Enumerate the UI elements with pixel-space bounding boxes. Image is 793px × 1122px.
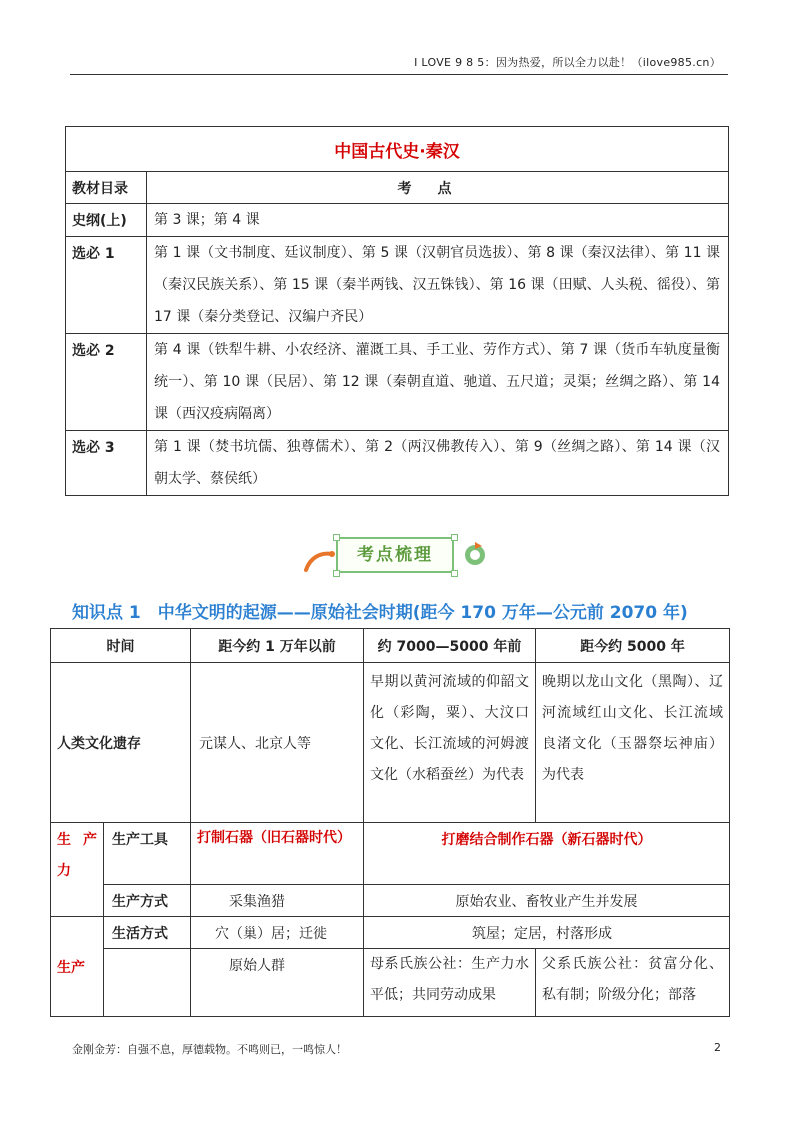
productivity-label: 生产力 xyxy=(51,823,104,917)
syllabus-title: 中国古代史·秦汉 xyxy=(66,127,729,172)
header-time: 时间 xyxy=(51,629,191,663)
origin-table xyxy=(50,628,730,1017)
row-label-xuanbi3: 选必 3 xyxy=(66,431,147,496)
header-divider xyxy=(70,74,728,75)
heritage-label: 人类文化遗存 xyxy=(51,663,191,823)
row-content-xuanbi2: 第 4 课（铁犁牛耕、小农经济、灌溉工具、手工业、劳作方式）、第 7 课（货币车轨度量衡统一）、第 10 课（民居）、第 12 课（秦朝直道、驰道、五尺道；灵渠；丝绸之路）、第 14 课（西汉疫病隔离） xyxy=(147,334,729,431)
footer-motto: 金刚金芳：自强不息，厚德载物。不鸣则已，一鸣惊人！ xyxy=(72,1043,347,1056)
page-number: 2 xyxy=(714,1041,721,1054)
life-period-23: 筑屋；定居，村落形成 xyxy=(364,917,730,949)
row-label-xuanbi1: 选必 1 xyxy=(66,237,147,334)
col-header-catalog: 教材目录 xyxy=(66,172,147,204)
syllabus-table xyxy=(65,126,729,496)
society-label-empty xyxy=(104,949,191,1017)
banner-label: 考点梳理 xyxy=(336,537,454,573)
header-period-1: 距今约 1 万年以前 xyxy=(191,629,364,663)
col-header-points: 考点 xyxy=(147,172,729,204)
tools-period-1: 打制石器（旧石器时代） xyxy=(191,823,364,885)
row-content-xuanbi1: 第 1 课（文书制度、廷议制度）、第 5 课（汉朝官员选拔）、第 8 课（秦汉法律）、第 11 课（秦汉民族关系）、第 15 课（秦半两钱、汉五铢钱）、第 16 课（田赋、人头税、徭役）、第 17 课（秦分类登记、汉编户齐民） xyxy=(147,237,729,334)
row-content-gangyao: 第 3 课；第 4 课 xyxy=(147,204,729,237)
life-label: 生活方式 xyxy=(104,917,191,949)
row-label-gangyao: 史纲(上) xyxy=(66,204,147,237)
row-label-xuanbi2: 选必 2 xyxy=(66,334,147,431)
society-period-3: 父系氏族公社：贫富分化、私有制；阶级分化；部落 xyxy=(536,949,730,1017)
tools-label: 生产工具 xyxy=(104,823,191,885)
row-content-xuanbi3: 第 1 课（焚书坑儒、独尊儒术）、第 2（两汉佛教传入）、第 9（丝绸之路）、第 14 课（汉朝太学、蔡侯纸） xyxy=(147,431,729,496)
heritage-period-3: 晚期以龙山文化（黑陶）、辽河流域红山文化、长江流域良渚文化（玉器祭坛神庙）为代表 xyxy=(536,663,730,823)
society-period-2: 母系氏族公社：生产力水平低；共同劳动成果 xyxy=(364,949,536,1017)
section-title: 知识点 1 中华文明的起源——原始社会时期(距今 170 万年—公元前 2070 年) xyxy=(72,603,688,623)
header-period-3: 距今约 5000 年 xyxy=(536,629,730,663)
mode-period-23: 原始农业、畜牧业产生并发展 xyxy=(364,885,730,917)
header-period-2: 约 7000—5000 年前 xyxy=(364,629,536,663)
relations-label: 生产 xyxy=(51,917,104,1017)
circle-arrow-icon xyxy=(460,540,490,570)
mode-period-1: 采集渔猎 xyxy=(191,885,364,917)
mode-label: 生产方式 xyxy=(104,885,191,917)
society-period-1: 原始人群 xyxy=(191,949,364,1017)
heritage-period-1: 元谋人、北京人等 xyxy=(191,663,364,823)
tools-period-23: 打磨结合制作石器（新石器时代） xyxy=(364,823,730,885)
heritage-period-2: 早期以黄河流域的仰韶文化（彩陶，粟）、大汶口文化、长江流域的河姆渡文化（水稻蚕丝）为代表 xyxy=(364,663,536,823)
life-period-1: 穴（巢）居；迁徙 xyxy=(191,917,364,949)
page-header: I LOVE 9 8 5：因为热爱，所以全力以赴！（ilove985.cn） xyxy=(414,56,721,69)
kaodian-banner xyxy=(300,530,495,580)
